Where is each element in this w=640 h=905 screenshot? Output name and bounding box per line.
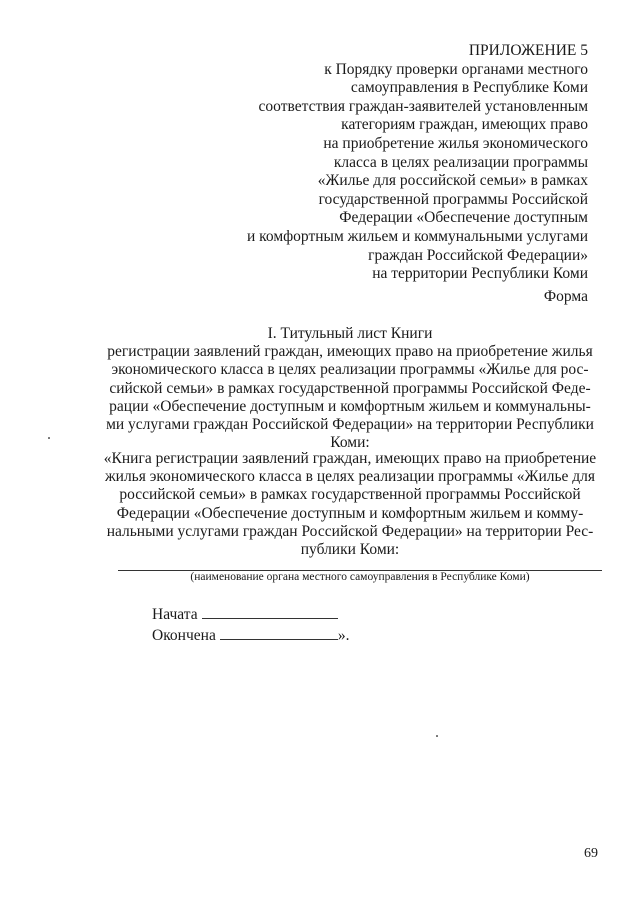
started-row	[152, 604, 349, 625]
appendix-line: на территории Республики Коми	[372, 265, 588, 283]
appendix-line: к Порядку проверки органами местного	[324, 60, 588, 78]
dates-block	[152, 604, 349, 646]
page-number: 69	[584, 846, 598, 861]
appendix-line: «Жилье для российской семьи» в рамках	[317, 172, 588, 190]
title-line: сийской семьи» в рамках государственной программы Российской Феде-	[109, 379, 591, 397]
title-line: ми услугами граждан Российской Федерации» на территории Республики	[106, 416, 594, 434]
section-heading: I. Титульный лист Книги	[267, 325, 433, 342]
title-section	[100, 325, 600, 452]
started-blank	[202, 604, 338, 619]
appendix-title: ПРИЛОЖЕНИЕ 5	[468, 42, 588, 59]
finished-row	[152, 625, 349, 646]
quote-line: публики Коми:	[300, 541, 400, 559]
appendix-line: граждан Российской Федерации»	[368, 246, 588, 264]
org-name-caption: (наименование органа местного самоуправления в Республике Коми)	[190, 571, 530, 583]
scan-speck	[436, 735, 438, 737]
scan-speck	[48, 437, 50, 439]
appendix-line: на приобретение жилья экономического	[323, 134, 588, 152]
quote-line: «Книга регистрации заявлений граждан, имеющих право на приобретение	[103, 450, 597, 467]
appendix-line: и комфортным жильем и коммунальными услугами	[246, 227, 588, 245]
finished-label: Окончена	[152, 627, 216, 644]
quote-line: Федерации «Обеспечение доступным и комфортным жильем и комму-	[116, 504, 584, 522]
title-line: экономического класса в целях реализации программы «Жилье для рос-	[111, 361, 589, 379]
title-line: рации «Обеспечение доступным и комфортным жильем и коммунальны-	[109, 397, 591, 415]
finished-suffix: ».	[337, 627, 350, 644]
form-label: Форма	[543, 288, 588, 305]
quote-line: российской семьи» в рамках государственной программы Российской	[119, 486, 581, 504]
appendix-line: Федерации «Обеспечение доступным	[339, 209, 588, 227]
book-title-quote	[100, 450, 600, 559]
appendix-line: категориям граждан, имеющих право	[341, 116, 588, 134]
finished-blank	[220, 625, 338, 640]
quote-line: нальными услугами граждан Российской Федерации» на территории Рес-	[106, 522, 594, 540]
title-line: регистрации заявлений граждан, имеющих право на приобретение жилья	[107, 343, 593, 361]
title-line: Коми:	[330, 434, 370, 452]
appendix-line: соответствия граждан-заявителей установленным	[258, 97, 588, 115]
quote-line: жилья экономического класса в целях реализации программы «Жилье для	[104, 468, 596, 486]
started-label: Начата	[152, 606, 198, 623]
appendix-line: самоуправления в Республике Коми	[350, 79, 588, 97]
appendix-line: класса в целях реализации программы	[333, 153, 588, 171]
appendix-header	[168, 42, 588, 284]
appendix-line: государственной программы Российской	[318, 190, 588, 208]
